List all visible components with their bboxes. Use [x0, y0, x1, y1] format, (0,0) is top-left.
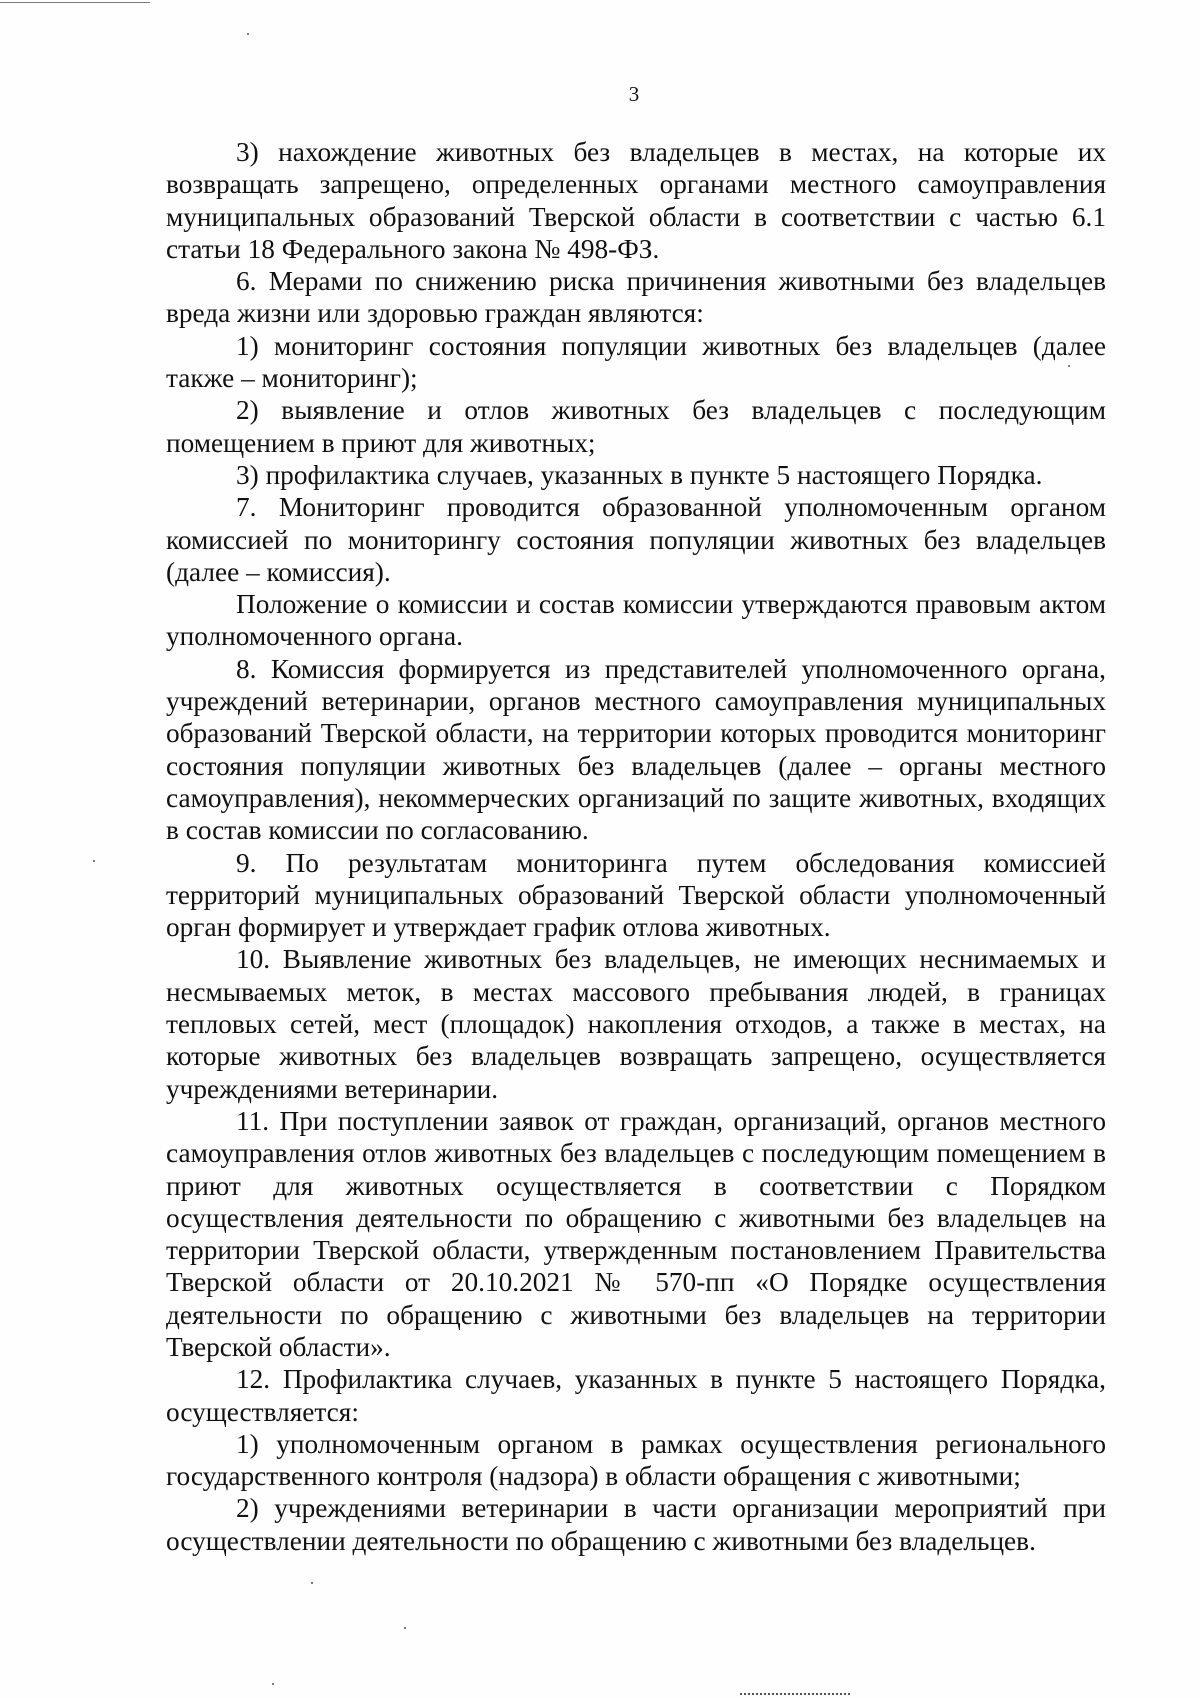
scan-speck	[93, 860, 95, 862]
paragraph-12-item-1: 1) уполномоченным органом в рамках осуществления регионального государственного контроля (надзора) в области обращения с животными;	[166, 1428, 1106, 1492]
paragraph-7-note: Положение о комиссии и состав комиссии утверждаются правовым актом уполномоченного органа.	[166, 589, 1106, 652]
paragraph-5-item-3: 3) нахождение животных без владельцев в местах, на которые их возвращать запрещено, определенных органами местного самоуправления муниципальных образований Тверской области в соответствии с частью 6.1 статьи 18 Федерального закона № 498-ФЗ.	[166, 137, 1106, 264]
paragraph-7: 7. Мониторинг проводится образованной уполномоченным органом комиссией по мониторингу состояния популяции животных без владельцев (далее – комиссия).	[166, 492, 1106, 587]
scan-bottom-mark	[740, 1693, 850, 1695]
page-number: 3	[628, 82, 640, 106]
paragraph-6-item-1: 1) мониторинг состояния популяции животных без владельцев (далее также – мониторинг);	[166, 330, 1106, 394]
paragraph-12-item-2: 2) учреждениями ветеринарии в части организации мероприятий при осуществлении деятельности по обращению с животными без владельцев.	[166, 1493, 1106, 1556]
scan-edge-line	[0, 2, 150, 3]
paragraph-11: 11. При поступлении заявок от граждан, организаций, органов местного самоуправления отлов животных без владельцев с последующим помещением в приют для животных осуществляется в соответствии с Порядком осуществления деятельности по обращению с животными без владельцев на территории Тверской области, утвержденным постановлением Правительства Тверской области от 20.10.2021 № 570-пп «О Порядке осуществления деятельности по обращению с животными без владельцев на территории Тверской области».	[166, 1105, 1106, 1362]
paragraph-12: 12. Профилактика случаев, указанных в пункте 5 настоящего Порядка, осуществляется:	[166, 1364, 1106, 1427]
scan-speck	[311, 1582, 313, 1584]
scan-speck	[1068, 365, 1070, 367]
paragraph-6: 6. Мерами по снижению риска причинения животными без владельцев вреда жизни или здоровью граждан являются:	[166, 266, 1106, 329]
document-body	[166, 136, 1106, 1557]
paragraph-8: 8. Комиссия формируется из представителей уполномоченного органа, учреждений ветеринарии, органов местного самоуправления муниципальных образований Тверской области, на территории которых проводится мониторинг состояния популяции животных без владельцев (далее – органы местного самоуправления), некоммерческих организаций по защите животных, входящих в состав комиссии по согласованию.	[166, 653, 1106, 846]
paragraph-6-item-3: 3) профилактика случаев, указанных в пункте 5 настоящего Порядка.	[236, 459, 1043, 490]
paragraph-9: 9. По результатам мониторинга путем обследования комиссией территорий муниципальных образований Тверской области уполномоченный орган формирует и утверждает график отлова животных.	[166, 847, 1106, 943]
scan-speck	[404, 1627, 406, 1629]
paragraph-6-item-2: 2) выявление и отлов животных без владельцев с последующим помещением в приют для животных;	[166, 395, 1106, 458]
scan-speck	[272, 1683, 274, 1685]
scan-speck	[247, 33, 249, 35]
paragraph-10: 10. Выявление животных без владельцев, не имеющих неснимаемых и несмываемых меток, в местах массового пребывания людей, в границах тепловых сетей, мест (площадок) накопления отходов, а также в местах, на которые животных без владельцев возвращать запрещено, осуществляется учреждениями ветеринарии.	[166, 944, 1106, 1104]
